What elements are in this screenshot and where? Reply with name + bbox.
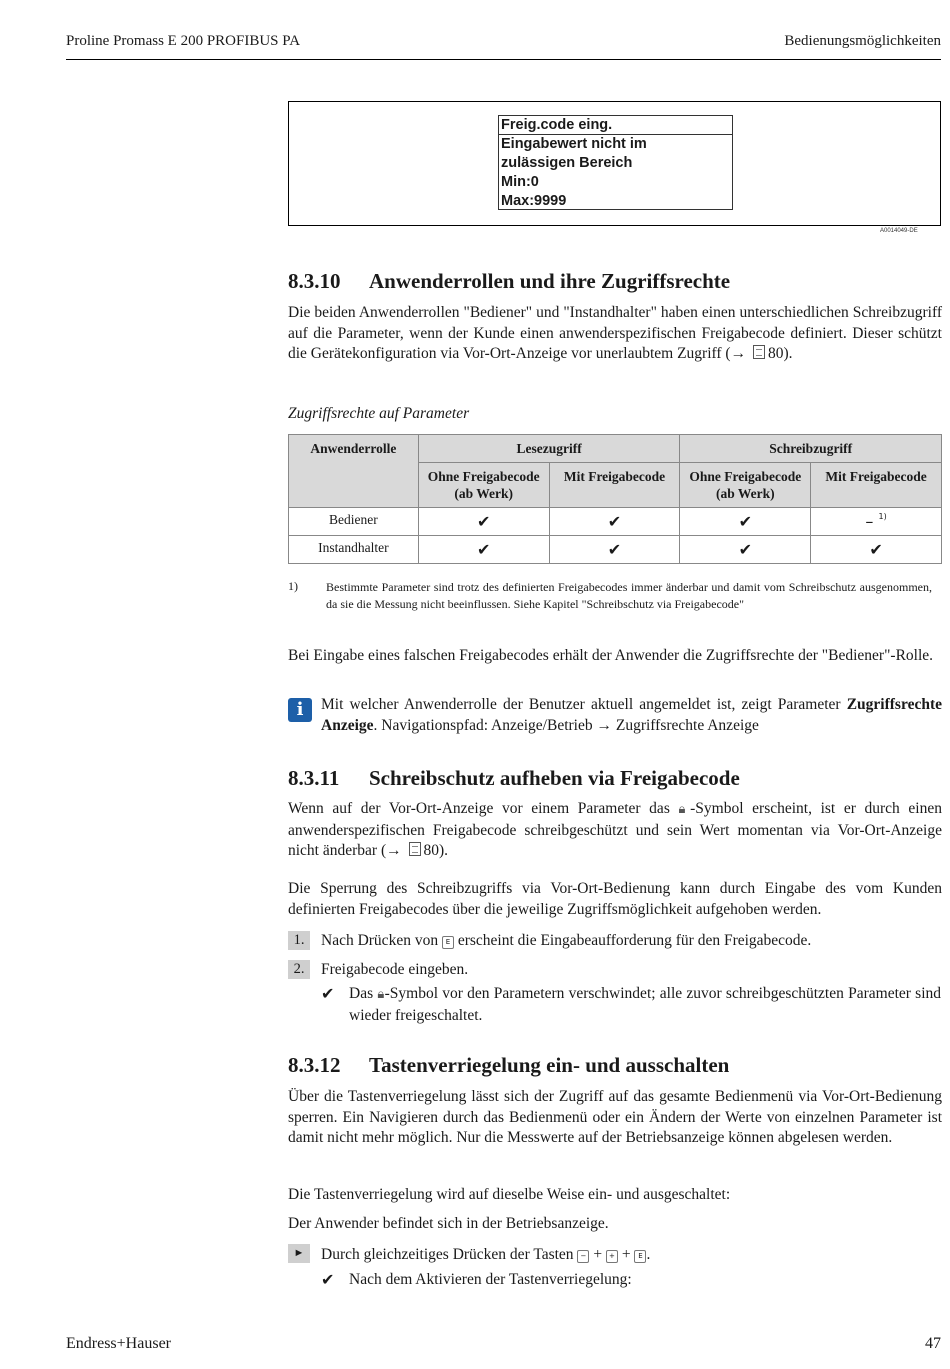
paragraph: Die Tastenverriegelung wird auf dieselbe Weise ein- und ausgeschaltet: bbox=[288, 1186, 731, 1203]
cell-check: ✔ bbox=[418, 508, 549, 536]
section-number: 8.3.12 bbox=[288, 1053, 341, 1077]
section-heading-8-3-12 bbox=[288, 1053, 729, 1078]
footer-company: Endress+Hauser bbox=[66, 1335, 171, 1352]
step-text-part: Durch gleichzeitiges Drücken der Tasten bbox=[321, 1246, 578, 1263]
plus-sign: + bbox=[621, 1246, 631, 1263]
cell-dash bbox=[811, 508, 942, 536]
page-reference: 80). bbox=[423, 842, 449, 859]
paragraph: Der Anwender befindet sich in der Betriebsanzeige. bbox=[288, 1215, 609, 1232]
info-icon: i bbox=[288, 698, 312, 722]
result-text-part: -Symbol vor den Parametern verschwindet; alle zuvor schreibgeschützten Parameter sind wieder freigeschaltet. bbox=[349, 985, 941, 1024]
section-number: 8.3.10 bbox=[288, 269, 341, 293]
minus-key-icon: − bbox=[577, 1250, 589, 1263]
section-number: 8.3.11 bbox=[288, 766, 340, 790]
paragraph: Über die Tastenverriegelung lässt sich der Zugriff auf das gesamte Bedienmenü via Vor-Ort-Bedienung sperren. Ein Navigieren durch das Bedienmenü oder ein Ändern der Werte von einzelnen Parameter ist damit nicht mehr möglich. Nur die Messwerte auf der Betriebsanzeige können abgelesen werden. bbox=[288, 1088, 942, 1146]
display-figure bbox=[288, 101, 941, 226]
paragraph-text: Wenn auf der Vor-Ort-Anzeige vor einem Parameter das bbox=[288, 800, 679, 817]
th-sub: Ohne Freigabecode (ab Werk) bbox=[418, 463, 549, 508]
cell-check: ✔ bbox=[549, 536, 680, 564]
figure-id: A0014049-DE bbox=[880, 228, 918, 234]
step-text: Freigabecode eingeben. bbox=[321, 961, 469, 978]
enter-key-icon: E bbox=[634, 1250, 646, 1263]
result-check-icon: ✔ bbox=[321, 1270, 335, 1289]
result-text: Nach dem Aktivieren der Tastenverriegelung: bbox=[349, 1271, 632, 1288]
paragraph-text: Die beiden Anwenderrollen "Bediener" und "Instandhalter" haben einen unterschiedlichen Schreibzugriff auf die Parameter, wenn der Kunde einen anwenderspezifischen Freigabecode definiert. Dieser schützt die Gerätekonfiguration via Vor-Ort-Anzeige vor unerlaubtem Zugriff (→ bbox=[288, 304, 942, 362]
section-heading-8-3-10 bbox=[288, 269, 730, 294]
th-read: Lesezugriff bbox=[418, 435, 680, 463]
section-title: Tastenverriegelung ein- und ausschalten bbox=[369, 1053, 730, 1077]
header-section: Bedienungsmöglichkeiten bbox=[784, 33, 941, 49]
header-rule bbox=[66, 59, 941, 60]
footnote-text: Bestimmte Parameter sind trotz des definierten Freigabecodes immer änderbar und damit vom Schreibschutz ausgenommen, da sie die Messung nicht beeinflussen. Siehe Kapitel "Schreibschutz via Freigabecode" bbox=[326, 580, 932, 611]
display-line: zulässigen Bereich bbox=[501, 155, 633, 171]
device-display bbox=[498, 115, 733, 210]
page-reference-icon bbox=[753, 345, 765, 359]
step-text-part: . bbox=[646, 1246, 651, 1263]
table-caption: Zugriffsrechte auf Parameter bbox=[288, 405, 470, 422]
th-sub: Mit Freigabecode bbox=[549, 463, 680, 508]
cell-check: ✔ bbox=[549, 508, 680, 536]
display-line: Max:9999 bbox=[501, 193, 567, 209]
page-reference-icon bbox=[409, 842, 421, 856]
lock-icon: 🔒︎ bbox=[678, 802, 691, 817]
footnote-number: 1) bbox=[288, 579, 298, 593]
th-write: Schreibzugriff bbox=[680, 435, 942, 463]
table-row bbox=[289, 508, 942, 536]
paragraph: Die Sperrung des Schreibzugriffs via Vor-Ort-Bedienung kann durch Eingabe des vom Kunden definierten Freigabecodes über die jeweilige Zugriffsmöglichkeit aufgehoben werden. bbox=[288, 880, 942, 918]
step-number: 2. bbox=[288, 960, 310, 979]
cell-check: ✔ bbox=[680, 508, 811, 536]
step-text-part: Nach Drücken von bbox=[321, 932, 442, 949]
result-text-part: Das bbox=[349, 985, 378, 1002]
info-parameter: Zugriffsrechte Anzeige bbox=[321, 696, 942, 734]
dash: – bbox=[865, 512, 874, 531]
paragraph: Bei Eingabe eines falschen Freigabecodes erhält der Anwender die Zugriffsrechte der "Bediener"-Rolle. bbox=[288, 647, 934, 664]
access-rights-table bbox=[288, 434, 942, 564]
header-product: Proline Promass E 200 PROFIBUS PA bbox=[66, 33, 301, 49]
step-text bbox=[321, 931, 811, 952]
section-title: Schreibschutz aufheben via Freigabecode bbox=[369, 766, 740, 790]
enter-key-icon: E bbox=[442, 936, 454, 949]
plus-sign: + bbox=[593, 1246, 603, 1263]
paragraph-text: -Symbol erscheint, ist er durch einen anwenderspezifischen Freigabecode schreibgeschützt und sein Wert momentan via Vor-Ort-Anzeige nicht änderbar (→ bbox=[288, 800, 942, 859]
cell-check: ✔ bbox=[418, 536, 549, 564]
step-text-part: erscheint die Eingabeaufforderung für den Freigabecode. bbox=[453, 932, 812, 949]
step-text bbox=[321, 1245, 650, 1266]
display-line: Min:0 bbox=[501, 174, 539, 190]
result-text bbox=[349, 984, 941, 1026]
lock-icon: 🔒︎ bbox=[377, 987, 385, 1002]
display-title: Freig.code eing. bbox=[499, 116, 732, 135]
cell-role: Instandhalter bbox=[289, 536, 419, 564]
step-number: 1. bbox=[288, 931, 310, 950]
info-text: Mit welcher Anwenderrolle der Benutzer aktuell angemeldet ist, zeigt Parameter bbox=[321, 696, 847, 713]
plus-key-icon: + bbox=[606, 1250, 618, 1263]
footnote-ref: 1) bbox=[878, 512, 887, 521]
cell-role: Bediener bbox=[289, 508, 419, 536]
paragraph bbox=[288, 303, 942, 365]
th-sub: Mit Freigabecode bbox=[811, 463, 942, 508]
page-number: 47 bbox=[925, 1335, 941, 1352]
section-heading-8-3-11 bbox=[288, 766, 740, 791]
table-row bbox=[289, 536, 942, 564]
cell-check: ✔ bbox=[680, 536, 811, 564]
info-text: . Navigationspfad: Anzeige/Betrieb → Zugriffsrechte Anzeige bbox=[373, 716, 759, 734]
display-line: Eingabewert nicht im bbox=[501, 136, 647, 152]
th-role: Anwenderrolle bbox=[289, 435, 419, 508]
cell-check: ✔ bbox=[811, 536, 942, 564]
info-note bbox=[321, 695, 942, 736]
paragraph bbox=[288, 799, 942, 862]
page-reference: 80). bbox=[767, 345, 793, 362]
th-sub: Ohne Freigabecode (ab Werk) bbox=[680, 463, 811, 508]
step-arrow-icon: ► bbox=[288, 1244, 310, 1263]
section-title: Anwenderrollen und ihre Zugriffsrechte bbox=[369, 269, 731, 293]
result-check-icon: ✔ bbox=[321, 984, 335, 1003]
